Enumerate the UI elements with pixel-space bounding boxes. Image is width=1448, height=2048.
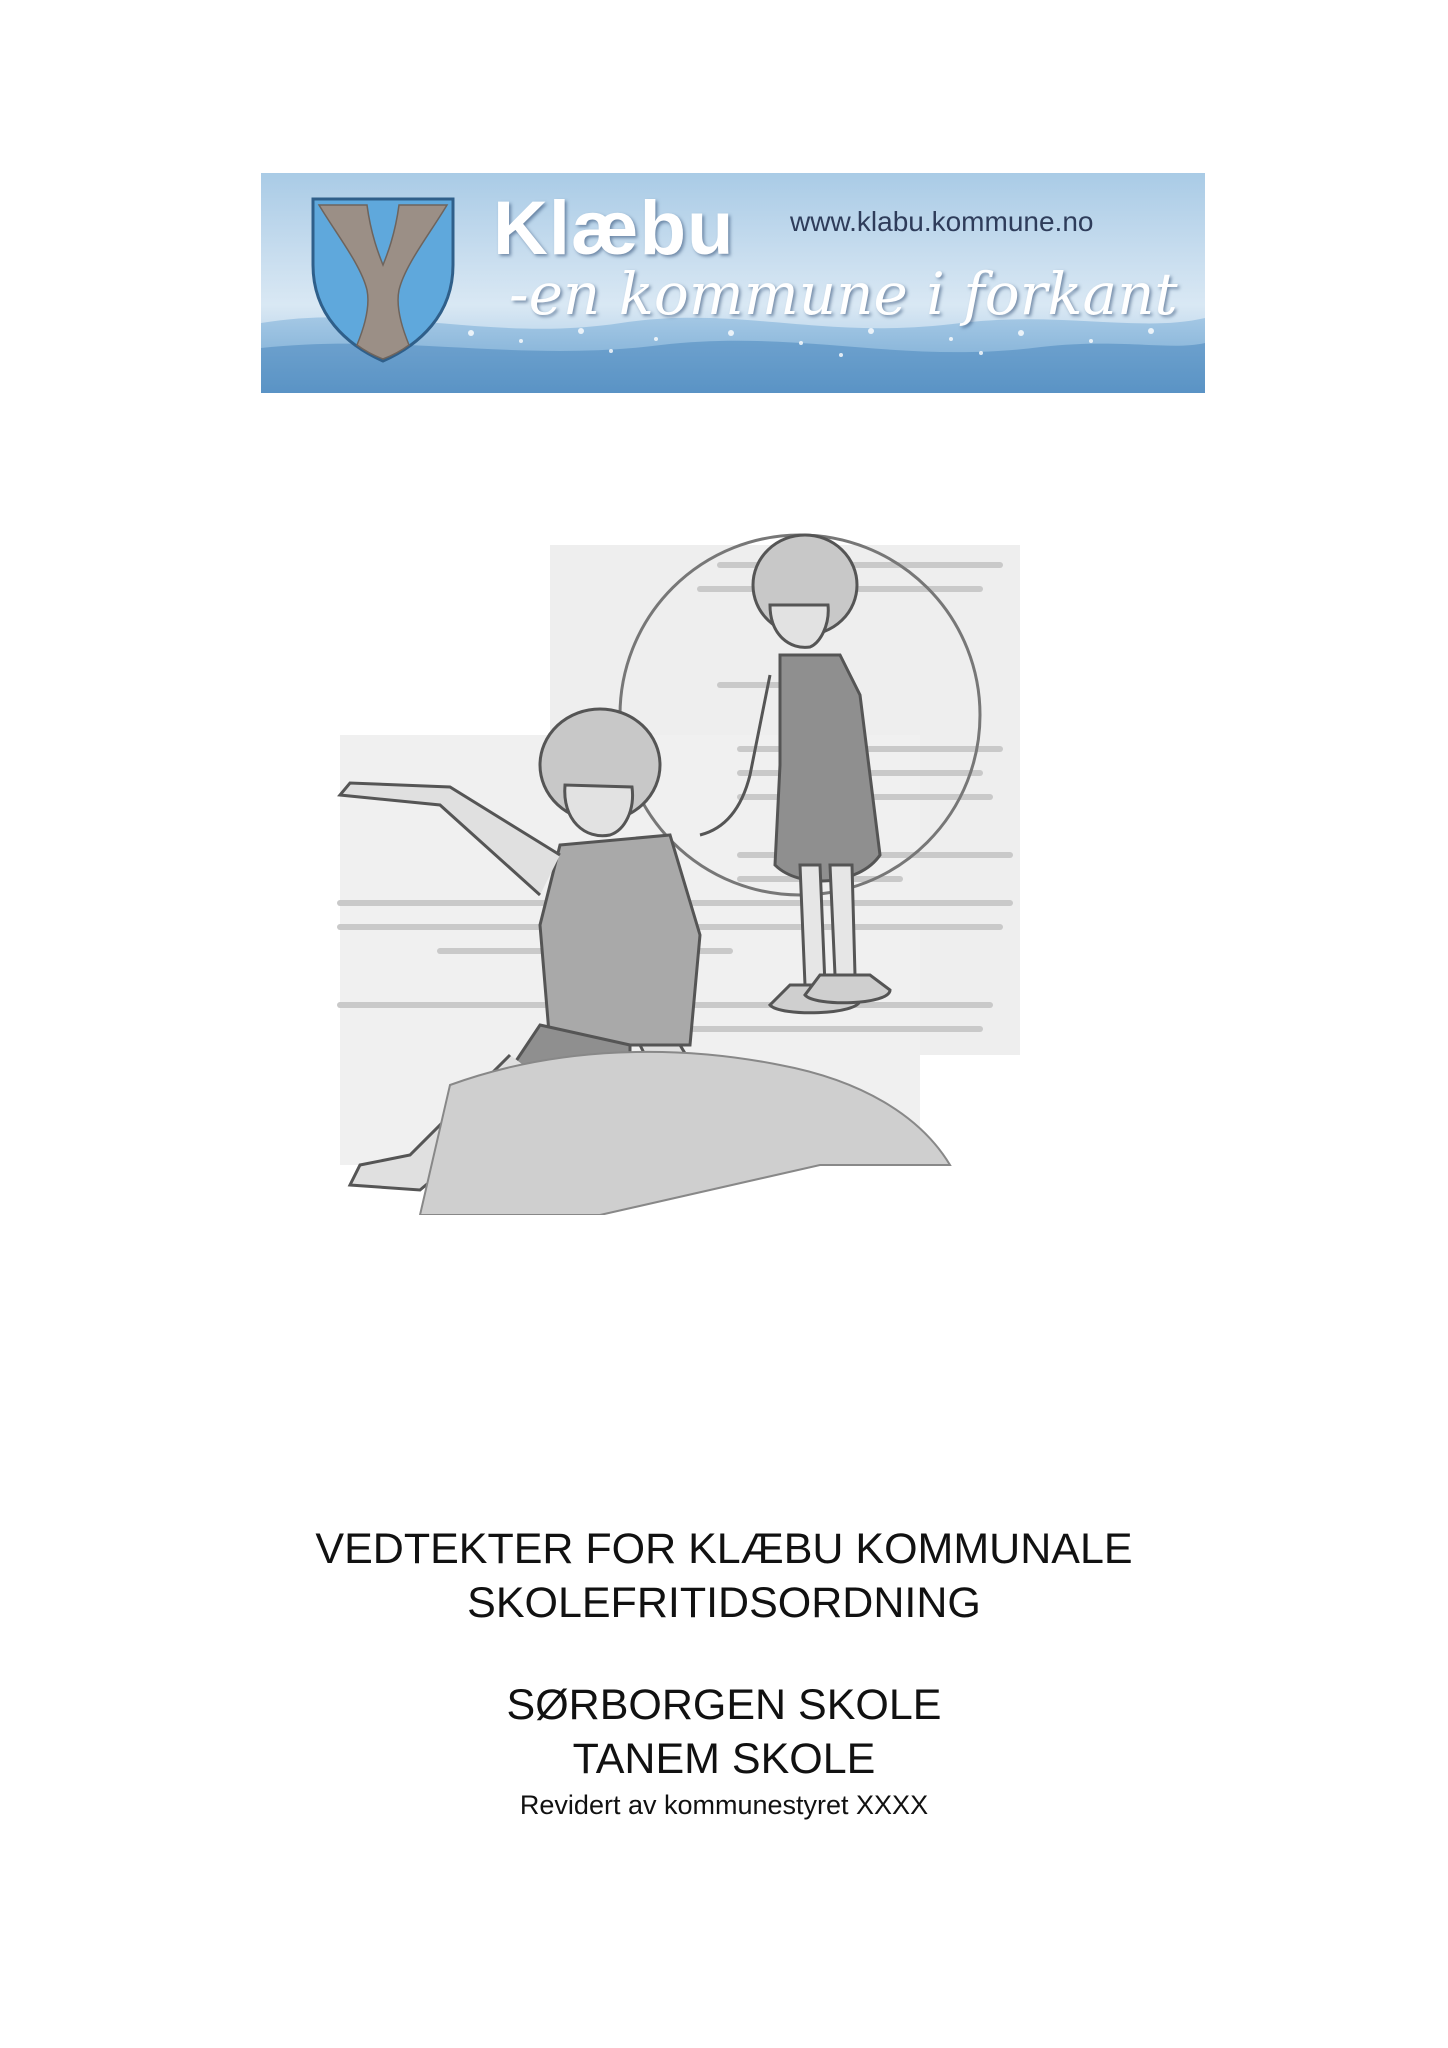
school-name: SØRBORGEN SKOLE [506,1681,942,1729]
document-title [0,1522,1448,1630]
revision-note: Revidert av kommunestyret XXXX [519,1790,929,1820]
title-line: SKOLEFRITIDSORDNING [467,1579,981,1627]
children-illustration [300,525,1060,1215]
school-names [0,1678,1448,1786]
brand-name: Klæbu [493,186,735,271]
klaebu-crest-icon [309,195,457,365]
website-url[interactable]: www.klabu.kommune.no [790,206,1094,237]
klaebu-banner [261,173,1205,393]
brand-tagline: -en kommune i forkant [509,260,1178,328]
school-name: TANEM SKOLE [572,1735,876,1783]
title-line: VEDTEKTER FOR KLÆBU KOMMUNALE [315,1525,1133,1573]
